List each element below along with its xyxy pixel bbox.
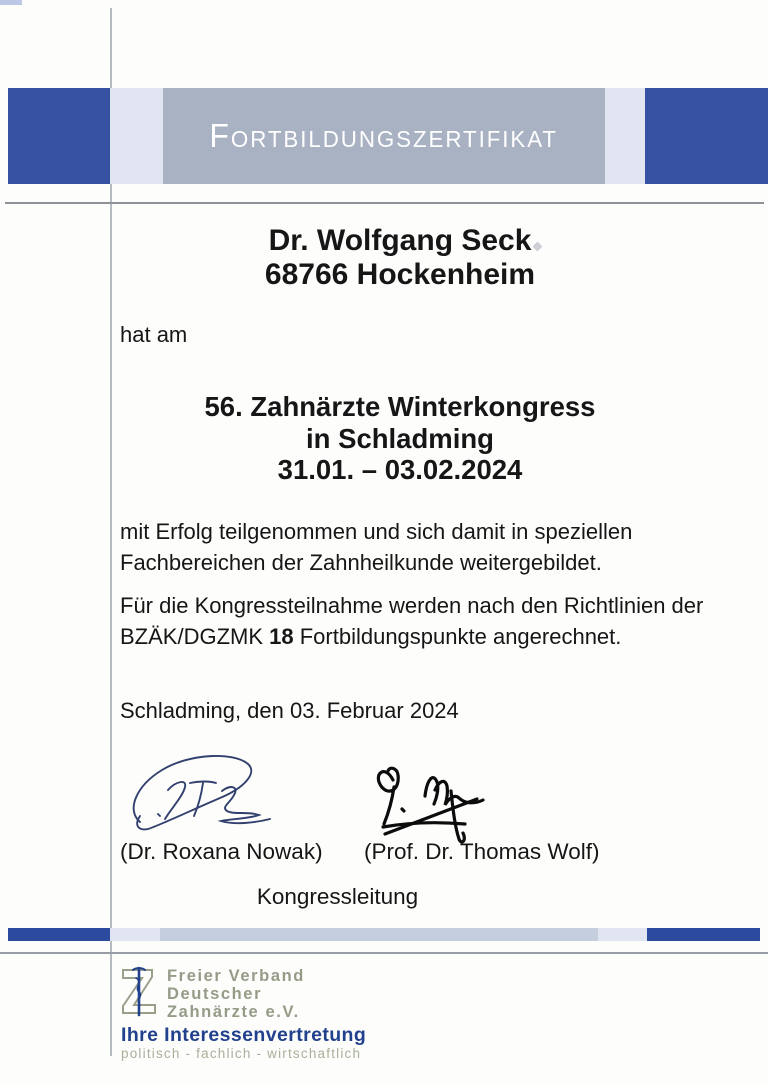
header-band-right-lavender [605, 88, 645, 184]
event-location: in Schladming [306, 422, 494, 454]
scan-corner-smudge [0, 0, 22, 5]
event-dates: 31.01. – 03.02.2024 [277, 454, 523, 485]
recipient-block [120, 224, 680, 292]
footer-subline: politisch - fachlich - wirtschaftlich [121, 1046, 362, 1061]
points-line-2-pre: BZÄK/DGZMK [120, 623, 270, 649]
page-title: Fortbildungszertifikat [209, 117, 559, 154]
participation-line-2: Fachbereichen der Zahnheilkunde weitergebildet. [120, 549, 602, 575]
header-divider-line [5, 202, 764, 204]
signature-roxana-nowak [124, 752, 276, 836]
event-name: 56. Zahnärzte Winterkongress [204, 391, 596, 422]
footer-bar-right-lavender [598, 928, 647, 941]
participation-paragraph [120, 517, 632, 578]
footer-bar-left-blue [8, 928, 110, 941]
recipient-name: Dr. Wolfgang Seck [268, 224, 532, 257]
footer-bar-left-lavender [110, 928, 160, 941]
footer-bar-right-blue [647, 928, 760, 941]
event-block [120, 391, 680, 486]
points-line-2 [120, 622, 703, 653]
signatory-name-2: (Prof. Dr. Thomas Wolf) [364, 839, 600, 864]
footer-org-line-3: Zahnärzte e.V. [167, 1003, 300, 1021]
signature-thomas-wolf [371, 760, 497, 848]
fvdz-logo-icon [120, 966, 158, 1017]
points-paragraph [120, 591, 703, 652]
signatory-role: Kongressleitung [256, 884, 419, 909]
footer-bar-center [160, 928, 598, 941]
participation-line-1: mit Erfolg teilgenommen und sich damit in speziellen [120, 519, 633, 544]
footer-tagline: Ihre Interessenvertretung [121, 1024, 367, 1046]
points-line-1: Für die Kongressteilnahme werden nach den Richtlinien der [120, 593, 704, 618]
points-line-2-post: Fortbildungspunkte angerechnet. [293, 623, 622, 649]
header-band-left-lavender [110, 88, 163, 184]
header-band-right-blue [645, 88, 768, 184]
intro-text: hat am [120, 322, 188, 347]
footer-org-line-1: Freier Verband [167, 967, 305, 985]
header-band-left-blue [8, 88, 110, 184]
signatory-name-1: (Dr. Roxana Nowak) [120, 839, 323, 864]
place-date-line: Schladming, den 03. Februar 2024 [120, 698, 459, 723]
footer-divider-line [0, 952, 768, 954]
footer-org-line-2: Deutscher [167, 985, 263, 1003]
points-value: 18 [269, 623, 294, 649]
recipient-city: 68766 Hockenheim [264, 258, 536, 291]
header-title-box [163, 88, 605, 184]
signatory-names-row [0, 839, 768, 867]
